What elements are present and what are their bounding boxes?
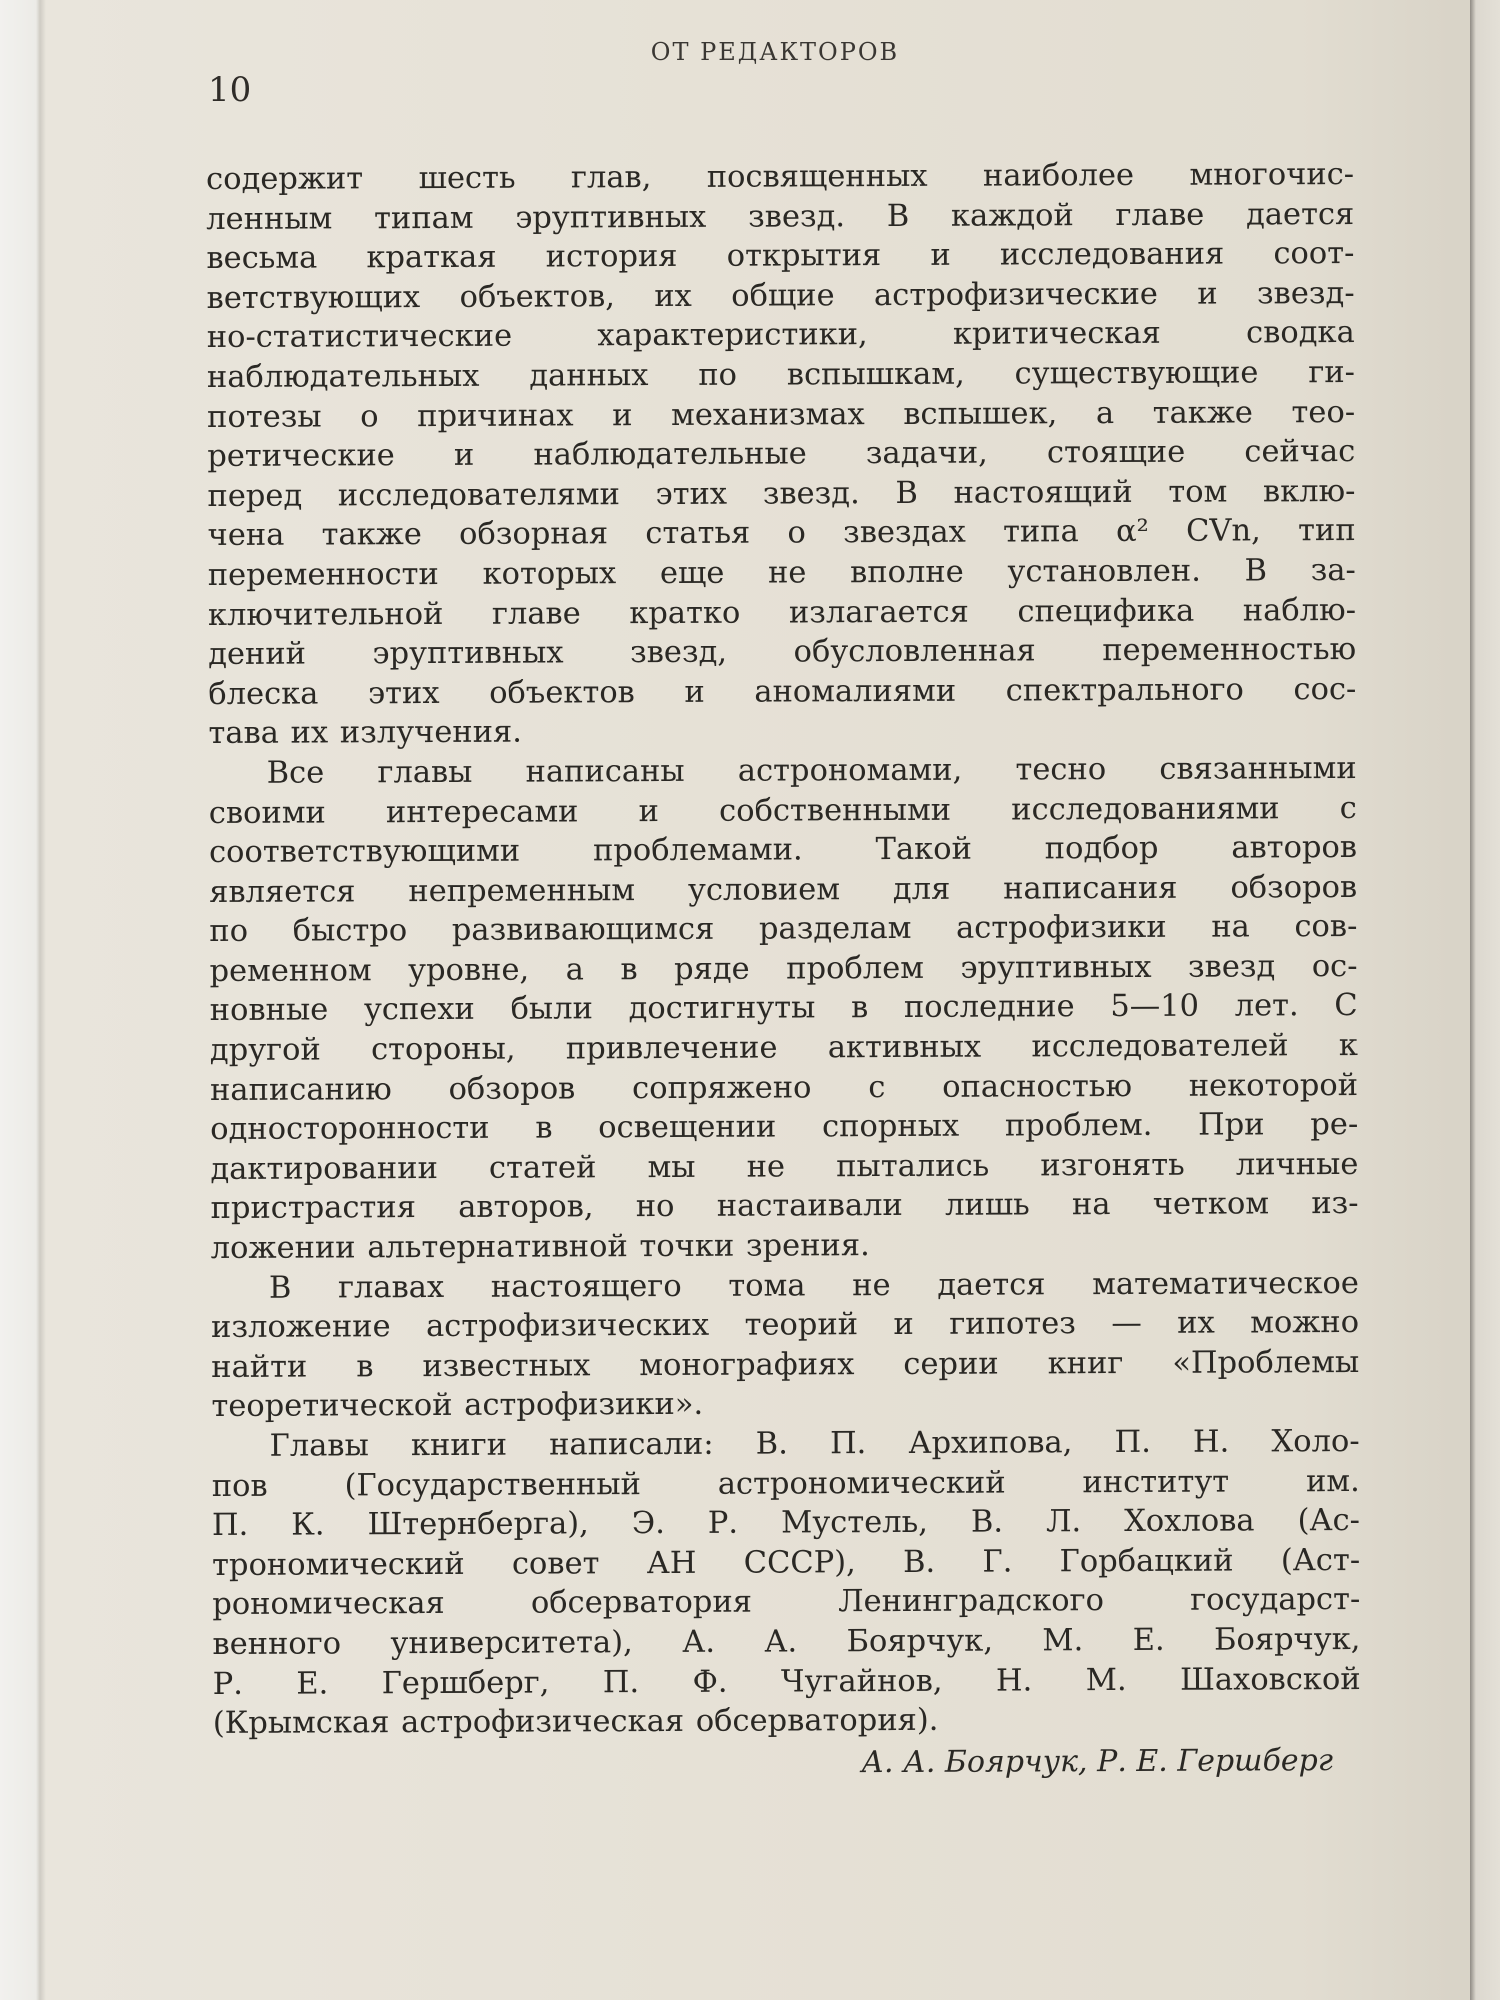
text-line: венного университета), А. А. Боярчук, М. Е. Боярчук, (212, 1621, 1361, 1662)
text-line: написанию обзоров сопряжено с опасностью некоторой (209, 1067, 1359, 1108)
text-line: теоретической астрофизики». (211, 1387, 704, 1425)
text-line: изложение астрофизических теорий и гипотез — их можно (211, 1305, 1360, 1346)
adjacent-page-edge (1470, 0, 1500, 2000)
text-line: дактировании статей мы не пытались изгонять личные (210, 1146, 1359, 1187)
text-line: рономическая обсерватория Ленинградского государст- (212, 1582, 1361, 1623)
text-line: В главах настоящего тома не дается математическое (268, 1265, 1359, 1306)
text-line: соответствующими проблемами. Такой подбор авторов (208, 830, 1358, 871)
text-line: другой стороны, привлечение активных исследователей к (209, 1028, 1358, 1069)
text-line: ленным типам эруптивных звезд. В каждой главе дается (206, 196, 1355, 237)
text-line: весьма краткая история открытия и исследования соот- (206, 236, 1355, 277)
text-line: Р. Е. Гершберг, П. Ф. Чугайнов, Н. М. Шаховской (212, 1661, 1361, 1702)
text-line: пристрастия авторов, но настаивали лишь на четком из- (210, 1186, 1359, 1227)
text-line: Все главы написаны астрономами, тесно связанными (266, 750, 1357, 791)
text-line: односторонности в освещении спорных проблем. При ре- (210, 1107, 1359, 1148)
text-line: П. К. Штернберга), Э. Р. Мустель, В. Л. Хохлова (Ас- (211, 1503, 1361, 1544)
signature: А. А. Боярчук, Р. Е. Гершберг (861, 1742, 1334, 1780)
text-line: найти в известных монографиях серии книг «Проблемы (211, 1344, 1360, 1385)
text-line: содержит шесть глав, посвященных наиболее многочис- (206, 156, 1355, 197)
page-number: 10 (208, 70, 252, 110)
paragraph (209, 749, 1359, 1269)
text-line: ключительной главе кратко излагается специфика наблю- (207, 592, 1357, 633)
text-line: по быстро развивающимся разделам астрофизики на сов- (209, 909, 1358, 950)
text-line: блеска этих объектов и аномалиями спектрального сос- (208, 671, 1357, 712)
paragraph (212, 1422, 1361, 1744)
text-line: ретические и наблюдательные задачи, стоящие сейчас (207, 434, 1356, 475)
text-line: переменности которых еще не вполне установлен. В за- (207, 552, 1356, 593)
text-line: новные успехи были достигнуты в последние 5—10 лет. С (209, 988, 1358, 1029)
page-body (206, 155, 1361, 1786)
text-line: чена также обзорная статья о звездах типа α² CVn, тип (207, 513, 1356, 554)
paragraph (211, 1264, 1360, 1427)
text-line: (Крымская астрофизическая обсерватория). (212, 1702, 939, 1742)
text-line: ветствующих объектов, их общие астрофизические и звезд- (206, 275, 1355, 316)
text-line: своими интересами и собственными исследованиями с (208, 790, 1357, 831)
running-title: ОТ РЕДАКТОРОВ (650, 38, 900, 66)
text-line: потезы о причинах и механизмах вспышек, а также тео- (207, 394, 1356, 435)
text-line: Главы книги написали: В. П. Архипова, П. Н. Холо- (269, 1423, 1360, 1464)
text-line: наблюдательных данных по вспышкам, существующие ги- (206, 354, 1356, 395)
text-line: ременном уровне, а в ряде проблем эруптивных звезд ос- (209, 948, 1358, 989)
paragraph (206, 155, 1357, 754)
text-line: является непременным условием для написания обзоров (209, 869, 1358, 910)
text-line: трономический совет АН СССР), В. Г. Горбацкий (Аст- (212, 1542, 1361, 1583)
text-line: дений эруптивных звезд, обусловленная переменностью (208, 632, 1357, 673)
text-line: перед исследователями этих звезд. В настоящий том вклю- (207, 473, 1356, 514)
text-line: пов (Государственный астрономический институт им. (211, 1463, 1360, 1504)
text-line: ложении альтернативной точки зрения. (210, 1228, 870, 1267)
running-header (0, 38, 1500, 66)
text-line: тава их излучения. (208, 714, 523, 752)
text-line: но-статистические характеристики, критическая сводка (206, 315, 1355, 356)
